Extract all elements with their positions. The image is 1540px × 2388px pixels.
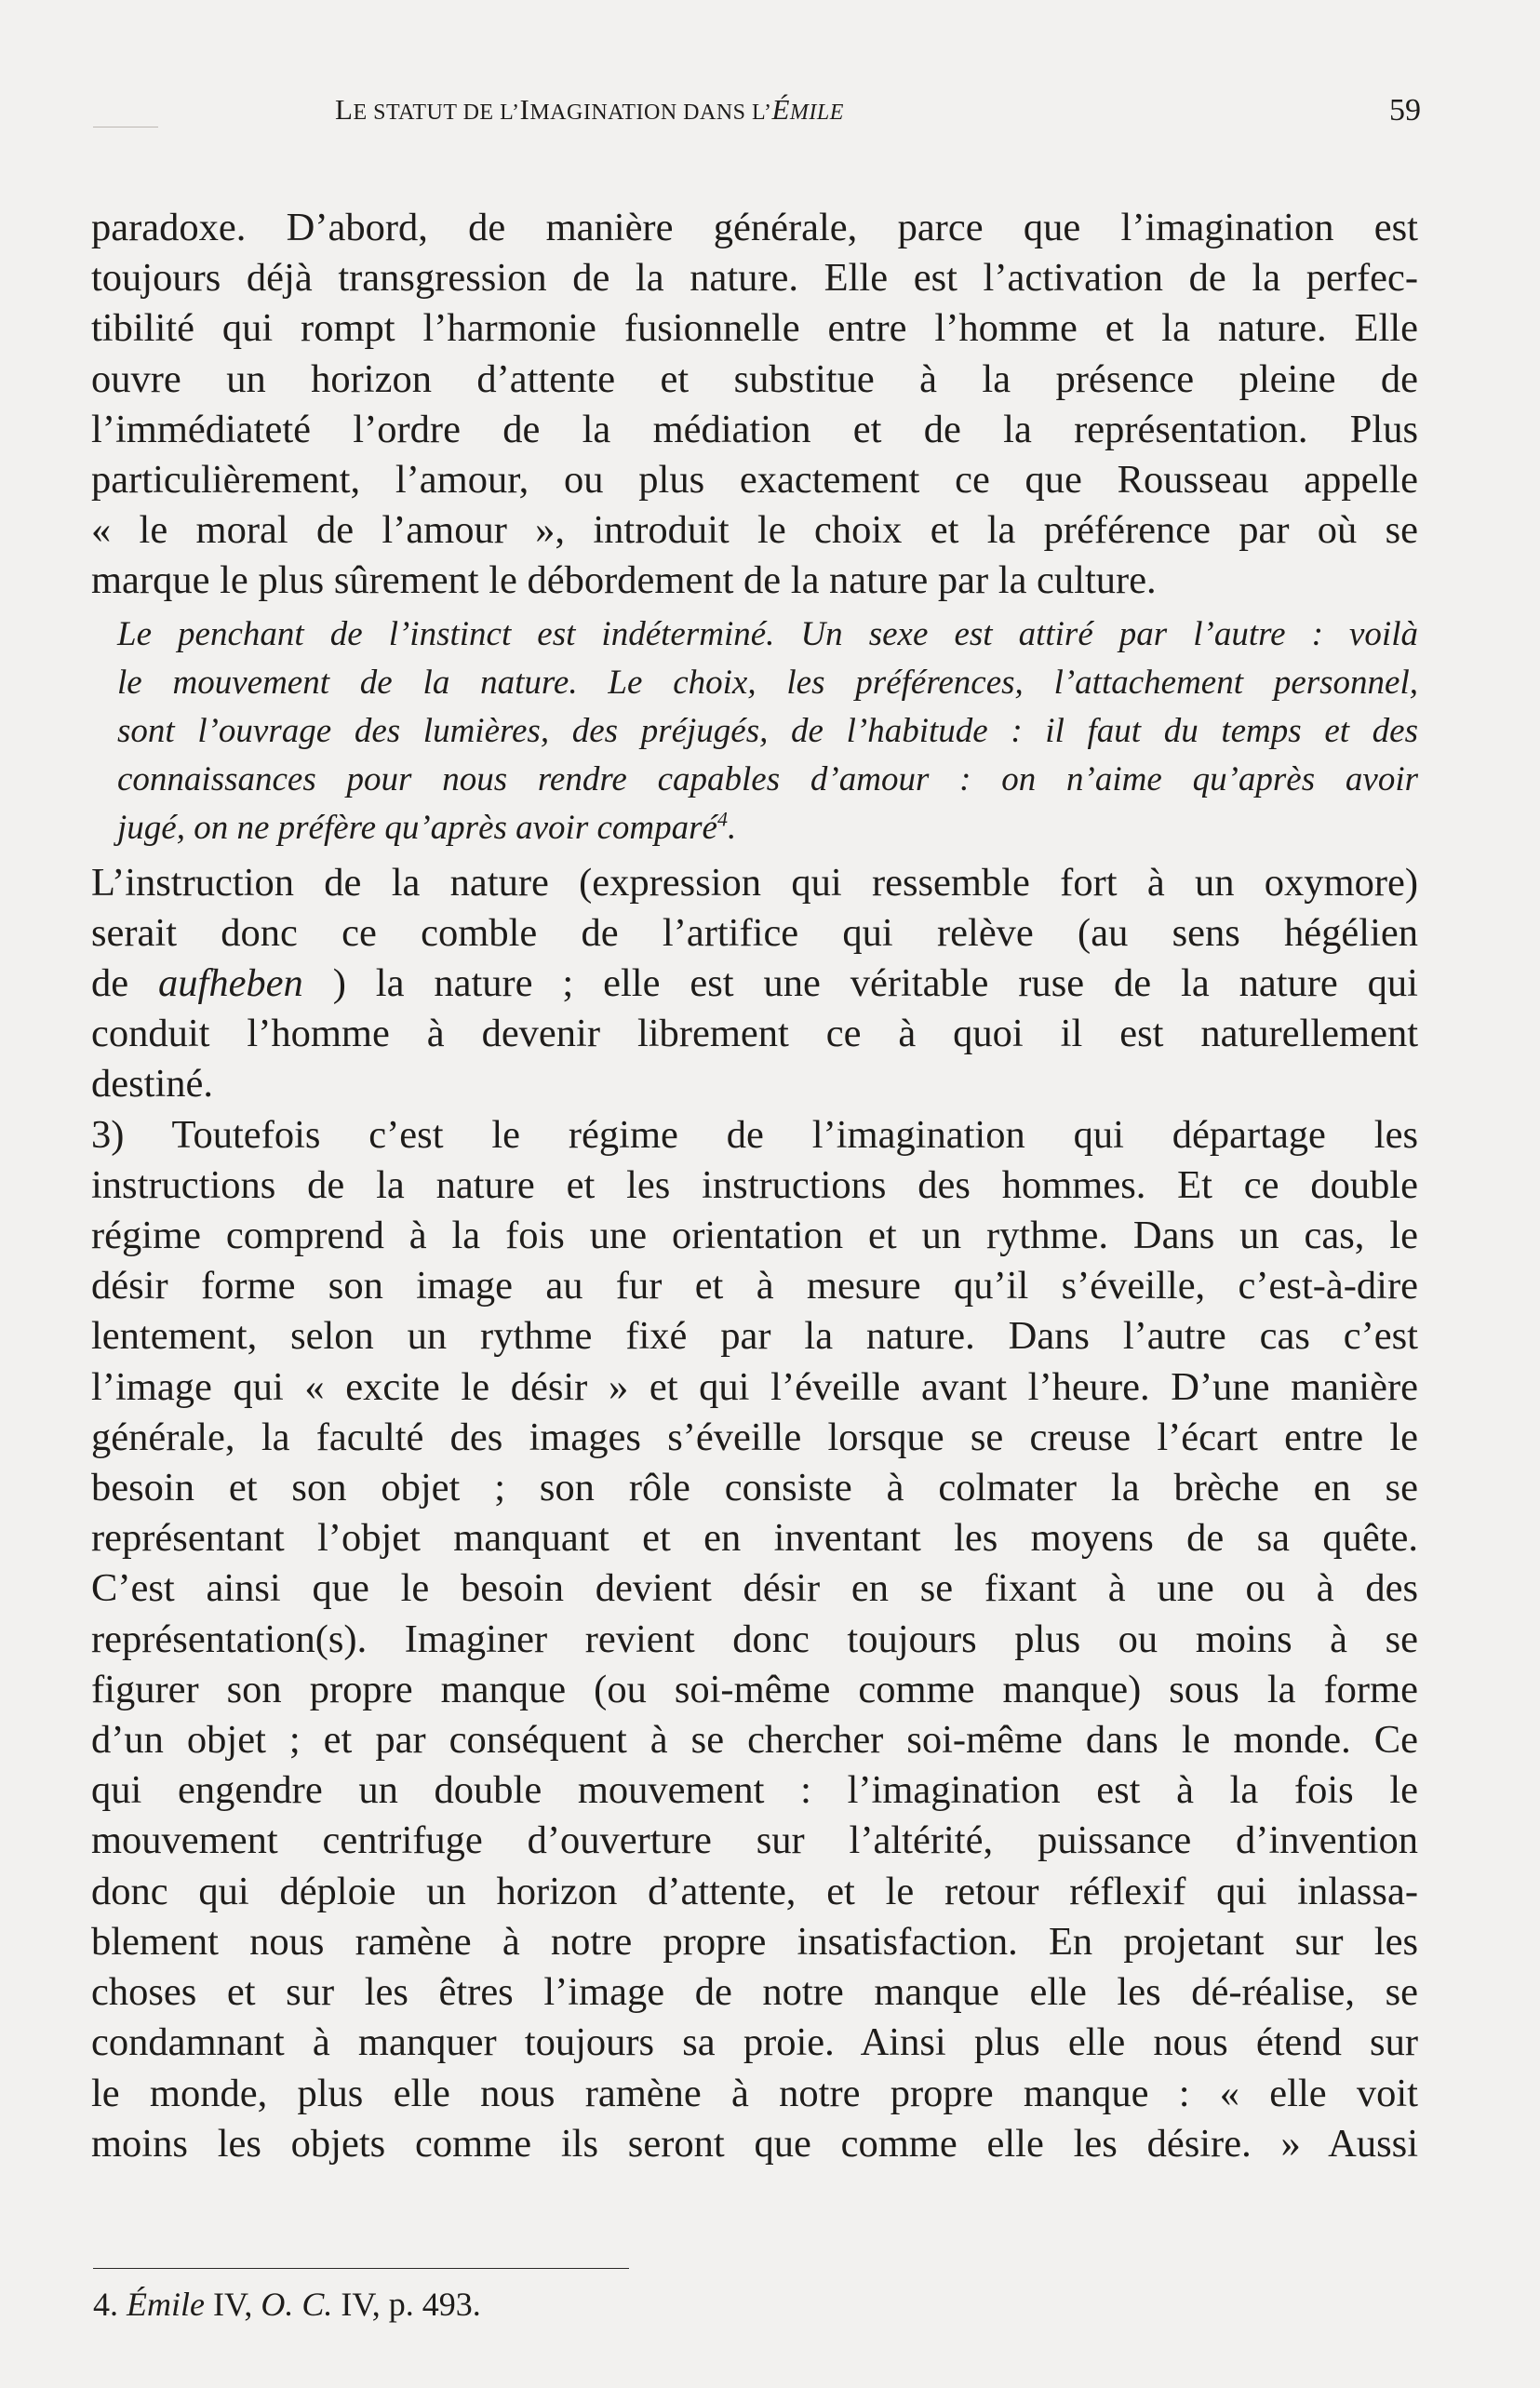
- text-line: moins les objets comme ils seront que comme elle les désire. » Aussi: [91, 2121, 1418, 2166]
- text-line: régime comprend à la fois une orientation et un rythme. Dans un cas, le: [91, 1214, 1418, 1258]
- text-line: d’un objet ; et par conséquent à se chercher soi-même dans le monde. Ce: [91, 1718, 1418, 1763]
- text-line: 3) Toutefois c’est le régime de l’imagination qui départage les: [91, 1112, 1418, 1157]
- text-line: représentant l’objet manquant et en inventant les moyens de sa quête.: [91, 1516, 1418, 1561]
- emphasis-word: aufheben: [158, 961, 303, 1006]
- text-line: choses et sur les êtres l’image de notre manque elle les dé-réalise, se: [91, 1970, 1418, 2015]
- running-header: [335, 93, 1421, 149]
- quote-line: connaissances pour nous rendre capables d’amour : on n’aime qu’après avoir: [117, 759, 1418, 798]
- text-line: générale, la faculté des images s’éveille lorsque se creuse l’écart entre le: [91, 1415, 1418, 1459]
- footnote: 4. Émile IV, O. C. IV, p. 493.: [93, 2286, 481, 2323]
- text-line: le monde, plus elle nous ramène à notre propre manque : « elle voit: [91, 2071, 1418, 2115]
- paragraph-2: [91, 858, 1418, 1110]
- footnote-reference: 4: [716, 807, 728, 831]
- block-quote: [117, 610, 1418, 852]
- text-line: figurer son propre manque (ou soi-même comme manque) sous la forme: [91, 1667, 1418, 1711]
- text-line: l’image qui « excite le désir » et qui l’éveille avant l’heure. D’une manière: [91, 1364, 1418, 1409]
- running-title: LE STATUT DE L’IMAGINATION DANS L’ÉMILE: [335, 93, 844, 126]
- text-line: donc qui déploie un horizon d’attente, et le retour réflexif qui inlassa-: [91, 1869, 1418, 1913]
- text-line: paradoxe. D’abord, de manière générale, parce que l’imagination est: [91, 206, 1418, 249]
- page-number: 59: [1389, 93, 1421, 127]
- text-line: particulièrement, l’amour, ou plus exactement ce que Rousseau appelle: [91, 458, 1418, 503]
- text-line: mouvement centrifuge d’ouverture sur l’altérité, puissance d’invention: [91, 1818, 1418, 1863]
- text-line: condamnant à manquer toujours sa proie. Ainsi plus elle nous étend sur: [91, 2020, 1418, 2065]
- text-line: marque le plus sûrement le débordement de la nature par la culture.: [91, 558, 1157, 603]
- text-line: lentement, selon un rythme fixé par la nature. Dans l’autre cas c’est: [91, 1314, 1418, 1359]
- text-line: instructions de la nature et les instructions des hommes. Et ce double: [91, 1162, 1418, 1207]
- footnote-divider: [93, 2268, 629, 2269]
- text-line: besoin et son objet ; son rôle consiste à colmater la brèche en se: [91, 1466, 1418, 1510]
- text-line: blement nous ramène à notre propre insatisfaction. En projetant sur les: [91, 1919, 1418, 1964]
- text-line: serait donc ce comble de l’artifice qui relève (au sens hégélien: [91, 910, 1418, 955]
- text-line: qui engendre un double mouvement : l’imagination est à la fois le: [91, 1768, 1418, 1813]
- quote-line: jugé, on ne préfère qu’après avoir comparé$^4$.: [117, 807, 737, 847]
- text-line: conduit l’homme à devenir librement ce à quoi il est naturellement: [91, 1012, 1418, 1056]
- text-line: de aufheben ) la nature ; elle est une véritable ruse de la nature qui: [91, 961, 1418, 1006]
- text-line: désir forme son image au fur et à mesure qu’il s’éveille, c’est-à-dire: [91, 1264, 1418, 1308]
- text-line: toujours déjà transgression de la nature. Elle est l’activation de la perfec-: [91, 256, 1418, 301]
- text-line: destiné.: [91, 1062, 214, 1107]
- quote-line: Le penchant de l’instinct est indéterminé. Un sexe est attiré par l’autre : voilà: [117, 614, 1418, 653]
- text-line: L’instruction de la nature (expression qui ressemble fort à un oxymore): [91, 860, 1418, 905]
- body-text: [91, 203, 1418, 2169]
- quote-line: sont l’ouvrage des lumières, des préjugés, de l’habitude : il faut du temps et des: [117, 711, 1418, 750]
- text-line: tibilité qui rompt l’harmonie fusionnelle entre l’homme et la nature. Elle: [91, 306, 1418, 351]
- paragraph-3: [91, 1110, 1418, 2169]
- text-line: « le moral de l’amour », introduit le choix et la préférence par où se: [91, 508, 1418, 553]
- text-line: ouvre un horizon d’attente et substitue à la présence pleine de: [91, 356, 1418, 401]
- text-line: C’est ainsi que le besoin devient désir en se fixant à une ou à des: [91, 1566, 1418, 1611]
- quote-line: le mouvement de la nature. Le choix, les préférences, l’attachement personnel,: [117, 663, 1418, 702]
- text-line: l’immédiateté l’ordre de la médiation et de la représentation. Plus: [91, 407, 1418, 451]
- paragraph-1: [91, 203, 1418, 607]
- text-line: représentation(s). Imaginer revient donc toujours plus ou moins à se: [91, 1617, 1418, 1661]
